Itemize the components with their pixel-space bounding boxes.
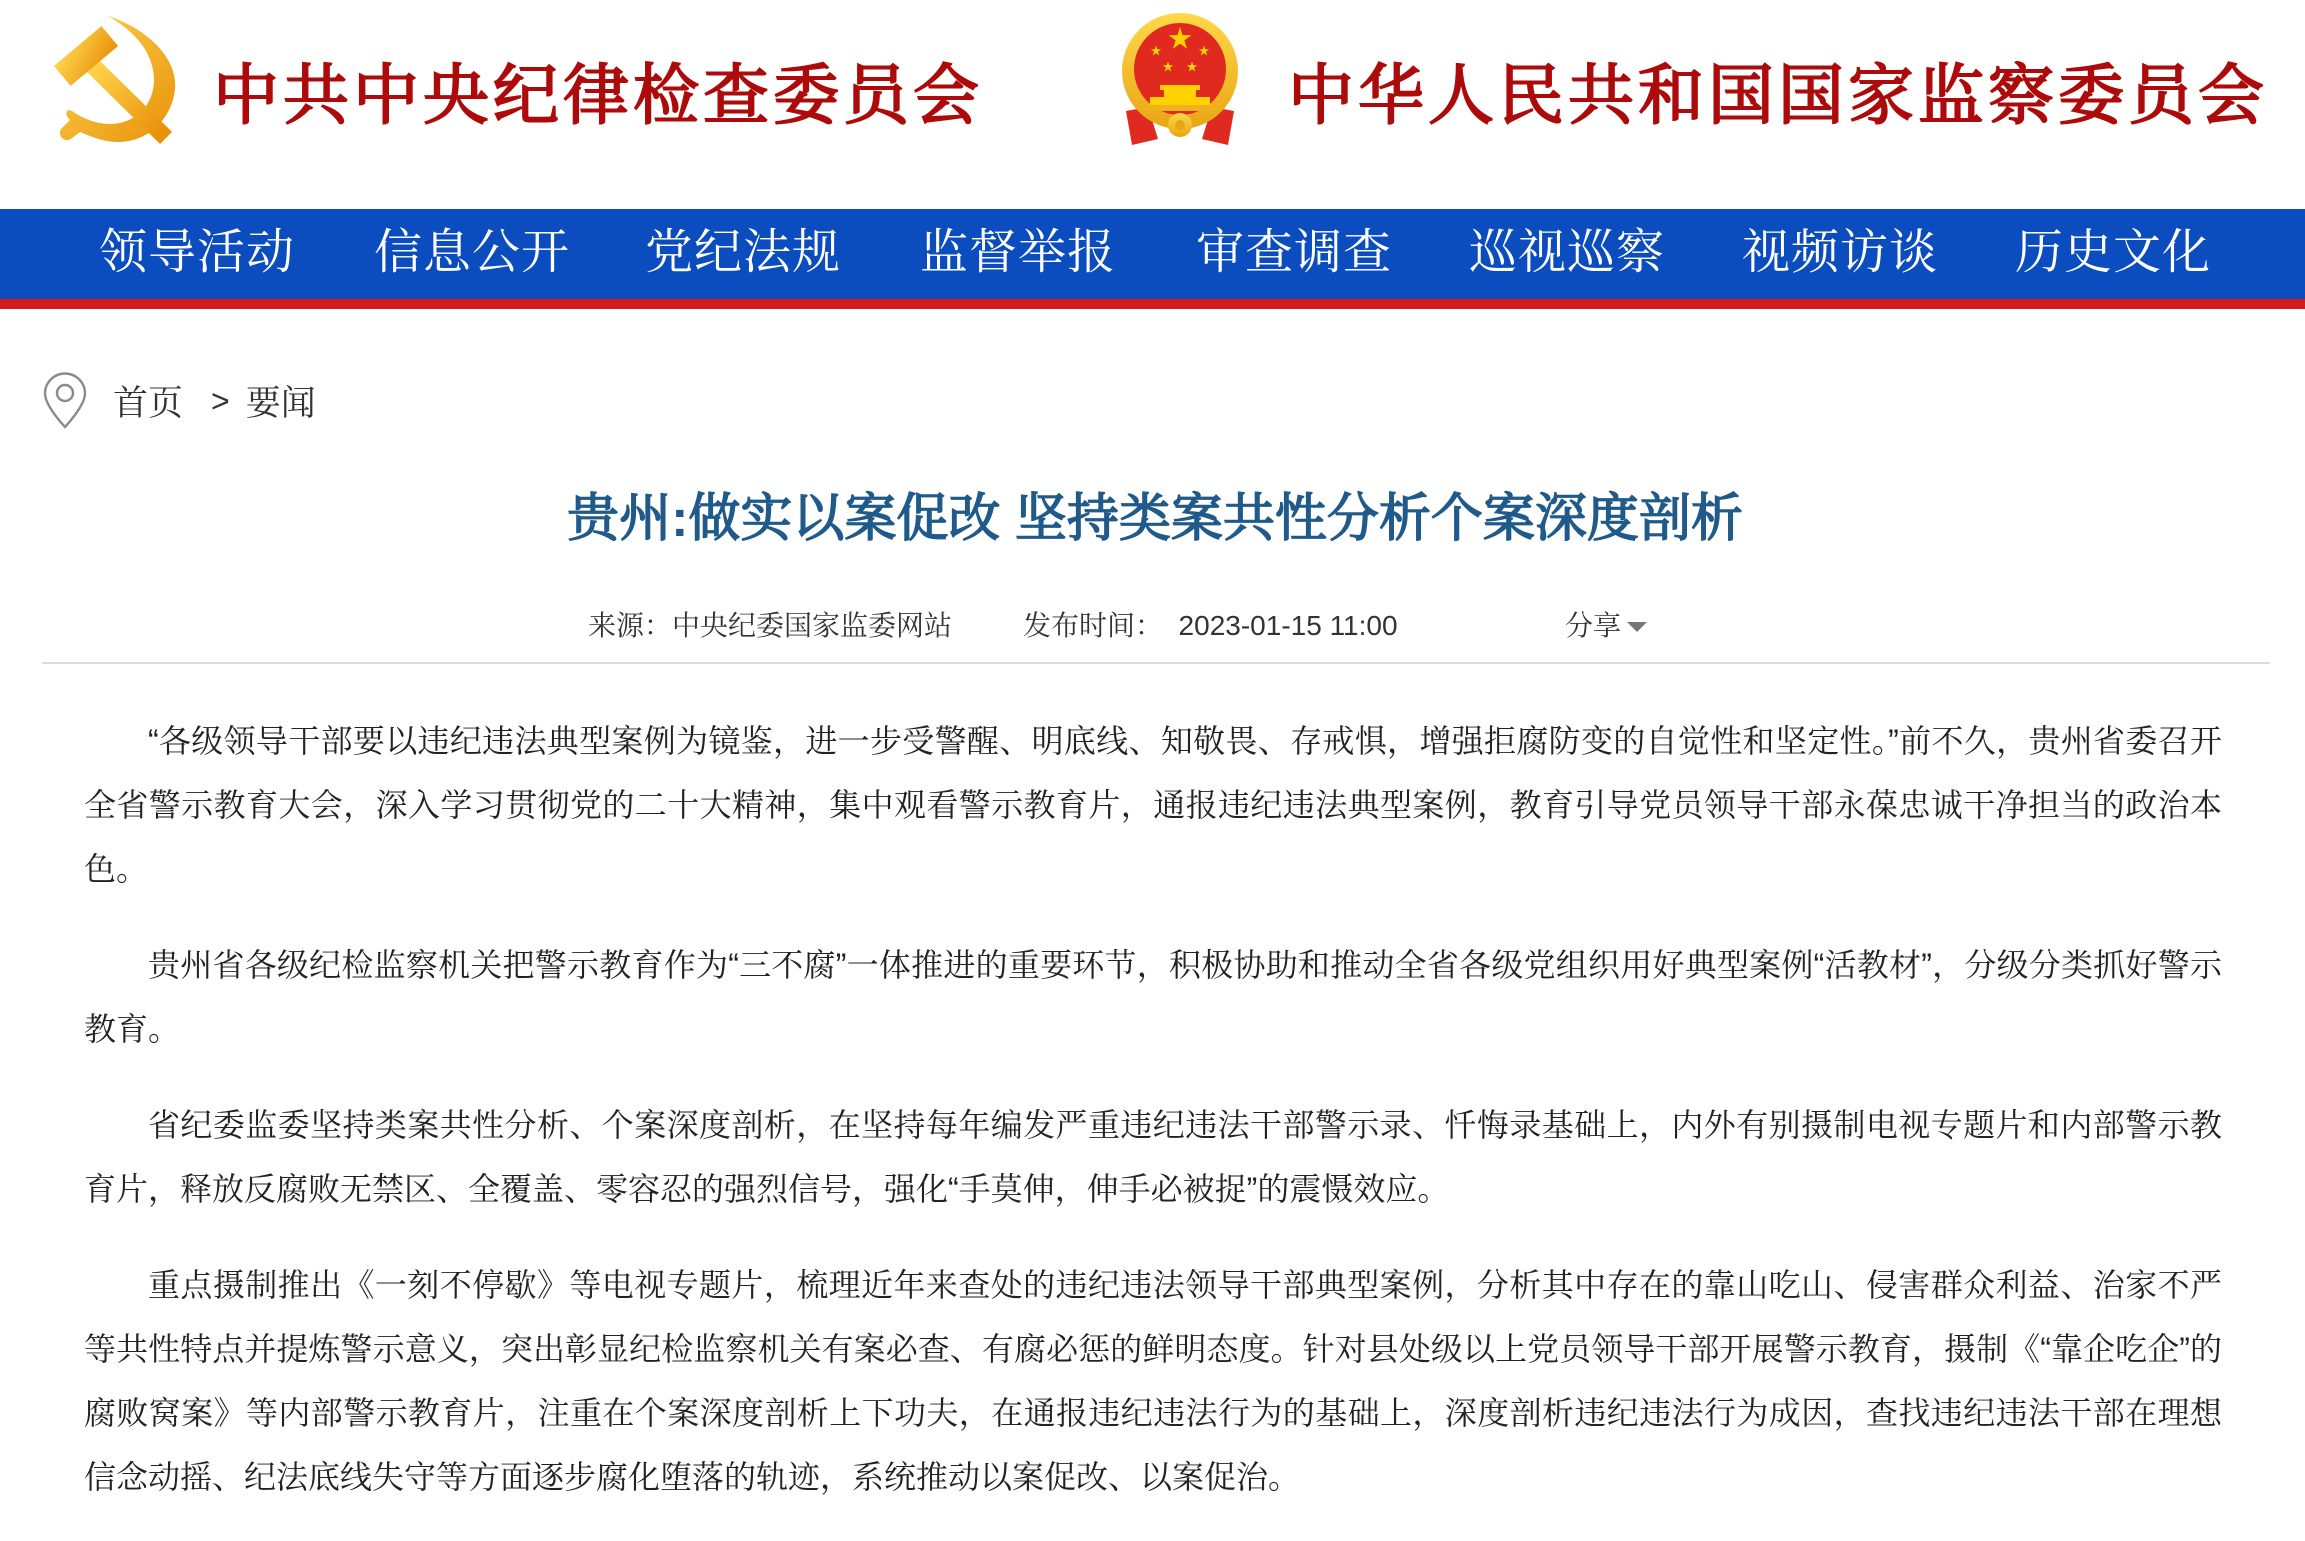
party-emblem-icon (48, 14, 178, 144)
article-meta (0, 606, 2305, 646)
national-emblem-icon (1118, 11, 1242, 147)
main-nav (0, 209, 2305, 309)
share-button[interactable] (1565, 606, 1647, 646)
breadcrumb-home-link[interactable]: 首页 (113, 384, 184, 423)
nav-item-leadership-activities[interactable]: 领导活动 (99, 224, 296, 280)
share-label: 分享 (1565, 610, 1622, 641)
breadcrumb (42, 371, 316, 431)
article-title: 贵州:做实以案促改 坚持类案共性分析个案深度剖析 (567, 490, 1743, 548)
article-source: 来源：中央纪委国家监委网站 (588, 610, 953, 641)
nav-item-history-culture[interactable]: 历史文化 (2015, 224, 2212, 280)
article-paragraph: 省纪委监委坚持类案共性分析、个案深度剖析，在坚持每年编发严重违纪违法干部警示录、忏悔录基础上，内外有别摄制电视专题片和内部警示教育片，释放反腐败无禁区、全覆盖、零容忍的强烈信号，强化“手莫伸，伸手必被捉”的震慑效应。 (84, 1107, 2222, 1207)
national-emblem-logo[interactable] (1118, 11, 1242, 147)
location-pin-icon (42, 372, 88, 430)
nsc-site-title[interactable]: 中华人民共和国国家监察委员会 (1288, 56, 2268, 134)
article-publish-time: 发布时间： 2023-01-15 11:00 (1023, 610, 1398, 641)
article-paragraph: 贵州省各级纪检监察机关把警示教育作为“三不腐”一体推进的重要环节，积极协助和推动全省各级党组织用好典型案例“活教材”，分级分类抓好警示教育。 (84, 947, 2222, 1047)
nav-item-inspection-tours[interactable]: 巡视巡察 (1469, 224, 1666, 280)
nav-item-video-interviews[interactable]: 视频访谈 (1742, 224, 1939, 280)
breadcrumb-separator: > (211, 382, 230, 419)
breadcrumb-current-section[interactable]: 要闻 (245, 384, 316, 423)
site-header (0, 0, 2305, 209)
title-divider (42, 662, 2270, 664)
nav-item-review-investigation[interactable]: 审查调查 (1196, 224, 1393, 280)
article-body (84, 709, 2222, 1541)
caret-down-icon (1627, 622, 1647, 632)
nav-item-information-disclosure[interactable]: 信息公开 (374, 224, 571, 280)
article-paragraph: 重点摄制推出《一刻不停歇》等电视专题片，梳理近年来查处的违纪违法领导干部典型案例，分析其中存在的靠山吃山、侵害群众利益、治家不严等共性特点并提炼警示意义，突出彰显纪检监察机关有案必查、有腐必惩的鲜明态度。针对县处级以上党员领导干部开展警示教育，摄制《“靠企吃企”的腐败窝案》等内部警示教育片，注重在个案深度剖析上下功夫，在通报违纪违法行为的基础上，深度剖析违纪违法行为成因，查找违纪违法干部在理想信念动摇、纪法底线失守等方面逐步腐化堕落的轨迹，系统推动以案促改、以案促治。 (84, 1267, 2222, 1495)
article-paragraph: “各级领导干部要以违纪违法典型案例为镜鉴，进一步受警醒、明底线、知敬畏、存戒惧，增强拒腐防变的自觉性和坚定性。”前不久，贵州省委召开全省警示教育大会，深入学习贯彻党的二十大精神，集中观看警示教育片，通报违纪违法典型案例，教育引导党员领导干部永葆忠诚干净担当的政治本色。 (84, 723, 2222, 887)
cdi-site-title[interactable]: 中共中央纪律检查委员会 (213, 56, 983, 134)
nav-item-party-regulations[interactable]: 党纪法规 (645, 224, 842, 280)
nav-item-supervision-reporting[interactable]: 监督举报 (920, 224, 1117, 280)
party-emblem-logo[interactable] (48, 14, 178, 144)
